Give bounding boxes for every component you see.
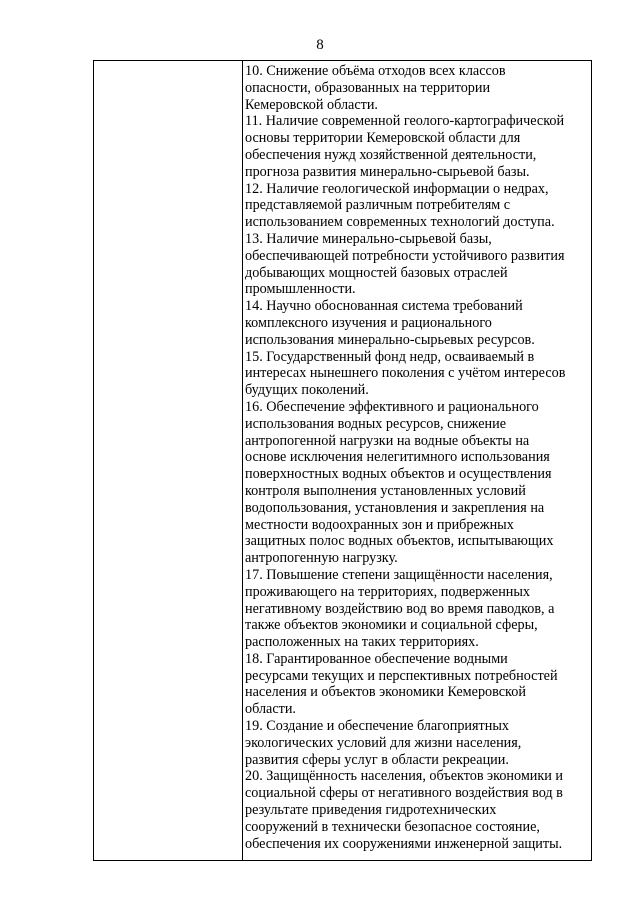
text-line: расположенных на таких территориях. (245, 634, 479, 651)
text-line: добывающих мощностей базовых отраслей (245, 264, 508, 281)
text-line: представляемой различным потребителям с (245, 197, 511, 214)
text-line: социальной сферы от негативного воздействия вод в (245, 785, 563, 802)
text-line: результате приведения гидротехнических (245, 802, 497, 819)
text-line: сооружений в технически безопасное состояние, (245, 818, 540, 835)
text-line: 19. Создание и обеспечение благоприятных (245, 718, 509, 735)
text-line: поверхностных водных объектов и осуществления (245, 466, 552, 483)
text-line: 18. Гарантированное обеспечение водными (245, 650, 508, 667)
text-line: 13. Наличие минерально-сырьевой базы, (245, 230, 492, 247)
table-left-cell (94, 61, 243, 860)
text-line: 17. Повышение степени защищённости населения, (245, 566, 553, 583)
text-line: обеспечения нужд хозяйственной деятельности, (245, 146, 537, 163)
text-line: водопользования, установления и закрепления на (245, 499, 545, 516)
text-line: обеспечения их сооружениями инженерной защиты. (245, 835, 563, 852)
text-line: контроля выполнения установленных условий (245, 482, 526, 499)
page-number: 8 (316, 37, 324, 53)
text-line: прогноза развития минерально-сырьевой базы. (245, 163, 530, 180)
text-line: проживающего на территориях, подверженных (245, 583, 531, 600)
text-line: Кемеровской области. (245, 96, 378, 113)
text-line: негативному воздействию вод во время паводков, а (245, 600, 555, 617)
text-line: промышленности. (245, 281, 356, 298)
text-line: области. (245, 701, 296, 718)
text-line: комплексного изучения и рационального (245, 314, 492, 331)
document-table (93, 60, 592, 861)
text-line: 11. Наличие современной геолого-картографической (245, 113, 565, 130)
text-line: также объектов экономики и социальной сферы, (245, 617, 538, 634)
text-line: развития сферы услуг в области рекреации. (245, 751, 509, 768)
text-line: основе исключения нелегитимного использования (245, 449, 550, 466)
text-line: местности водоохранных зон и прибрежных (245, 516, 514, 533)
text-line: 10. Снижение объёма отходов всех классов (245, 63, 506, 79)
text-line: защитных полос водных объектов, испытывающих (245, 533, 554, 550)
text-line: экологических условий для жизни населения, (245, 734, 522, 751)
text-line: 12. Наличие геологической информации о недрах, (245, 180, 549, 197)
table-right-cell (243, 61, 591, 860)
text-line: использования минерально-сырьевых ресурсов. (245, 331, 535, 348)
text-line: 15. Государственный фонд недр, осваиваемый в (245, 348, 535, 365)
text-line: обеспечивающей потребности устойчивого развития (245, 247, 565, 264)
text-line: основы территории Кемеровской области для (245, 130, 521, 147)
text-line: будущих поколений. (245, 382, 369, 399)
text-line: 20. Защищённость населения, объектов экономики и (245, 768, 564, 785)
text-line: населения и объектов экономики Кемеровской (245, 684, 526, 701)
text-line: ресурсами текущих и перспективных потребностей (245, 667, 558, 684)
text-line: 14. Научно обоснованная система требований (245, 298, 523, 315)
text-line: использованием современных технологий доступа. (245, 214, 555, 231)
text-line: антропогенную нагрузку. (245, 550, 398, 567)
text-line: интересах нынешнего поколения с учётом интересов (245, 365, 566, 382)
text-line: 16. Обеспечение эффективного и рационального (245, 398, 539, 415)
text-line: антропогенной нагрузки на водные объекты на (245, 432, 530, 449)
text-line: опасности, образованных на территории (245, 79, 491, 96)
text-line: использования водных ресурсов, снижение (245, 415, 506, 432)
